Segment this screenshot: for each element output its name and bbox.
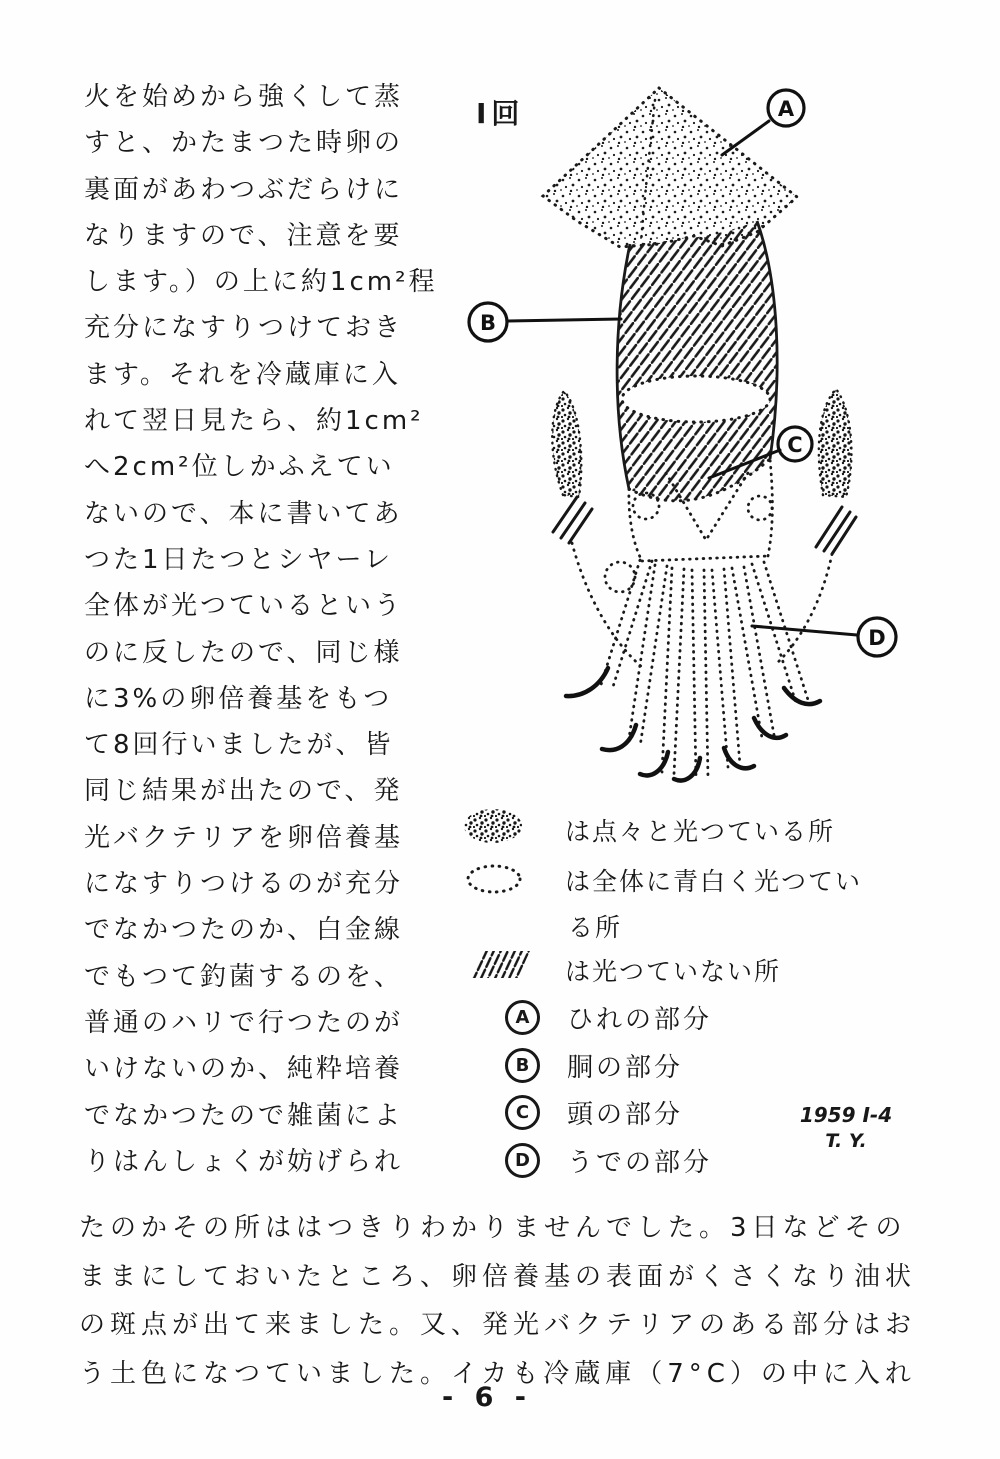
figure-caption: Ⅰ回: [476, 97, 525, 130]
part-legend-row: [505, 1137, 712, 1185]
legend-text-stipple: は点々と光つている所: [565, 817, 836, 846]
handwritten-text-line: つた1日たつとシヤーレ: [84, 544, 394, 575]
handwritten-text-line: になすりつけるのが充分: [84, 869, 404, 900]
handwritten-text-line: へ2cm²位しかふえてい: [84, 452, 395, 483]
page-number: - 6 -: [442, 1382, 532, 1413]
handwritten-text-line: りはんしょくが妨げられ: [84, 1146, 404, 1177]
date-line: 1959 Ⅰ-4: [799, 1103, 893, 1127]
handwritten-text-line: 光バクテリアを卵倍養基: [84, 822, 404, 853]
label-d: D: [868, 626, 886, 650]
part-legend: [505, 994, 712, 1184]
part-legend-row: [505, 1042, 712, 1090]
handwritten-text-line: 全体が光つているという: [84, 591, 404, 622]
handwritten-text-line: たのかその所ははつきりわかりませんでした。3日などその: [79, 1213, 907, 1243]
handwritten-text-line: 火を始めから強くして蒸: [84, 82, 404, 112]
label-b: B: [479, 311, 497, 335]
part-label-circle: D: [505, 1143, 540, 1178]
part-legend-row: [505, 1089, 712, 1137]
handwritten-text-line: ままにしておいたところ、卵倍養基の表面がくさくなり油状: [79, 1261, 917, 1292]
handwritten-text-line: 充分になすりつけておき: [84, 313, 404, 344]
handwritten-text-line: う土色になつていました。イカも冷蔵庫（7°C）の中に入れ: [79, 1358, 916, 1389]
handwritten-text-line: でもつて釣菌するのを、: [84, 961, 404, 992]
part-label-circle: C: [505, 1095, 540, 1130]
bottom-text-block: [79, 1204, 959, 1398]
part-label-circle: B: [505, 1048, 540, 1083]
legend-text-glow-line1: は全体に青白く光つてい: [565, 867, 863, 896]
date-note: [788, 1102, 904, 1154]
handwritten-text-line: ます。それを冷蔵庫に入: [84, 359, 401, 390]
squid-diagram: [440, 70, 910, 810]
part-label-text: 頭の部分: [567, 1100, 684, 1131]
handwritten-text-line: て8回行いましたが、皆: [84, 730, 394, 761]
initials-line: T. Y.: [825, 1130, 867, 1152]
handwritten-text-line: ないので、本に書いてあ: [84, 498, 403, 529]
legend-text-glow-line2: る所: [568, 913, 623, 942]
handwritten-text-line: 同じ結果が出たので、発: [84, 776, 403, 807]
label-c: C: [787, 433, 803, 457]
handwritten-text-line: します。）の上に約1cm²程: [84, 267, 438, 298]
handwritten-text-line: に3%の卵倍養基をもつ: [84, 683, 393, 714]
part-label-circle: A: [505, 1000, 540, 1035]
squid-arms: [566, 560, 820, 780]
handwritten-text-line: 普通のハリで行つたのが: [84, 1007, 404, 1038]
label-a: A: [777, 97, 795, 121]
handwritten-text-line: なりますので、注意を要: [84, 220, 403, 251]
legend-text-hatch: は光つていない所: [565, 957, 782, 986]
hatch-swatch: [468, 946, 536, 984]
part-label-text: 胴の部分: [567, 1052, 684, 1083]
dotted-outline-swatch: [464, 862, 524, 896]
handwritten-text-line: いけないのか、純粋培養: [84, 1054, 404, 1085]
handwritten-text-line: れて翌日見たら、約1cm²: [84, 406, 424, 437]
handwritten-text-line: すと、かたまつた時卵の: [84, 128, 404, 159]
part-legend-row: [505, 994, 712, 1042]
left-text-column: [84, 74, 436, 1185]
handwritten-text-line: でなかつたので雑菌によ: [84, 1100, 404, 1131]
handwritten-text-line: でなかつたのか、白金線: [84, 915, 404, 946]
handwritten-text-line: 裏面があわつぶだらけに: [84, 174, 404, 205]
handwritten-text-line: のに反したので、同じ様: [84, 637, 403, 668]
part-label-text: うでの部分: [567, 1147, 713, 1178]
stipple-swatch: [462, 806, 524, 846]
squid-mantle: [617, 221, 777, 501]
part-label-text: ひれの部分: [567, 1005, 713, 1036]
handwritten-text-line: の斑点が出て来ました。又、発光バクテリアのある部分はお: [79, 1310, 917, 1340]
